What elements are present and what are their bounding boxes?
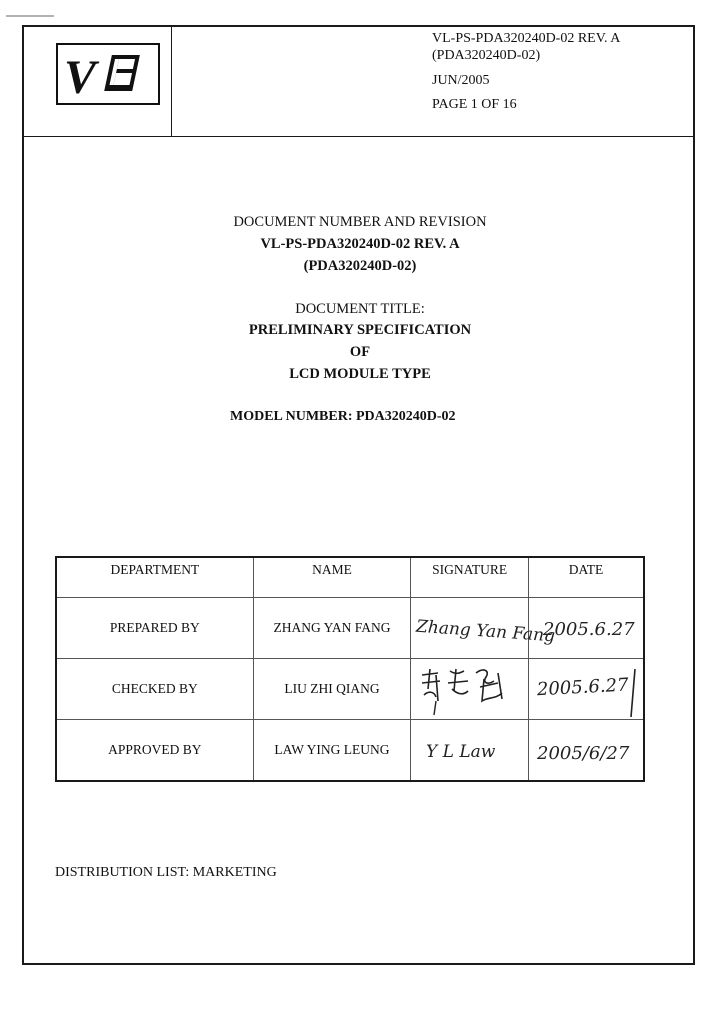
vl-logo-icon <box>58 45 158 103</box>
handwritten-date <box>531 661 641 717</box>
header-department: DEPARTMENT <box>56 557 253 598</box>
title-line-1: PRELIMINARY SPECIFICATION <box>248 322 472 338</box>
department-cell: PREPARED BY <box>56 598 253 659</box>
header-doc-id: VL-PS-PDA320240D-02 REV. A <box>432 31 621 46</box>
name-cell: LIU ZHI QIANG <box>253 659 411 720</box>
name-cell: LAW YING LEUNG <box>253 720 411 782</box>
signature-text: Y L Law <box>425 742 495 762</box>
header-date: DATE <box>529 557 644 598</box>
title-line-2: OF <box>349 344 371 360</box>
approval-table <box>55 556 645 782</box>
signature-cell <box>411 598 556 659</box>
date-cell <box>529 598 644 659</box>
date-cell <box>529 659 644 720</box>
document-frame <box>22 25 695 965</box>
document-number: VL-PS-PDA320240D-02 REV. A <box>260 236 460 252</box>
header-name: NAME <box>253 557 411 598</box>
department-cell: CHECKED BY <box>56 659 253 720</box>
signature-cell <box>411 659 529 720</box>
department-cell: APPROVED BY <box>56 720 253 782</box>
date-cell <box>529 720 644 782</box>
label-document-title: DOCUMENT TITLE: <box>295 301 425 317</box>
model-number: MODEL NUMBER: PDA320240D-02 <box>230 409 456 424</box>
title-line-3: LCD MODULE TYPE <box>289 366 431 382</box>
table-header-row <box>56 557 644 598</box>
header-divider <box>22 136 695 137</box>
document-code: (PDA320240D-02) <box>303 258 417 274</box>
table-row <box>56 659 644 720</box>
header-doc-code: (PDA320240D-02) <box>432 48 541 63</box>
signature-cell <box>411 720 529 782</box>
company-logo <box>56 43 160 105</box>
table-row <box>56 598 644 659</box>
date-text: 2005.6.27 <box>536 674 630 701</box>
header-signature: SIGNATURE <box>411 557 529 598</box>
date-text: 2005/6/27 <box>537 743 630 764</box>
scan-mark <box>6 14 54 18</box>
logo-letter-v: V <box>64 51 97 104</box>
handwritten-signature <box>414 605 556 651</box>
header-date: JUN/2005 <box>432 73 490 88</box>
table-row <box>56 720 644 782</box>
name-cell: ZHANG YAN FANG <box>253 598 411 659</box>
handwritten-date <box>531 727 641 773</box>
handwritten-signature <box>414 727 526 773</box>
logo-cell-divider <box>171 25 172 137</box>
date-text: 2005.6.27 <box>543 619 635 640</box>
signature-text: Zhang Yan Fang <box>415 616 556 647</box>
label-document-number: DOCUMENT NUMBER AND REVISION <box>233 214 487 230</box>
header-page: PAGE 1 OF 16 <box>432 97 517 112</box>
handwritten-signature <box>414 661 526 717</box>
distribution-list: DISTRIBUTION LIST: MARKETING <box>55 865 277 880</box>
